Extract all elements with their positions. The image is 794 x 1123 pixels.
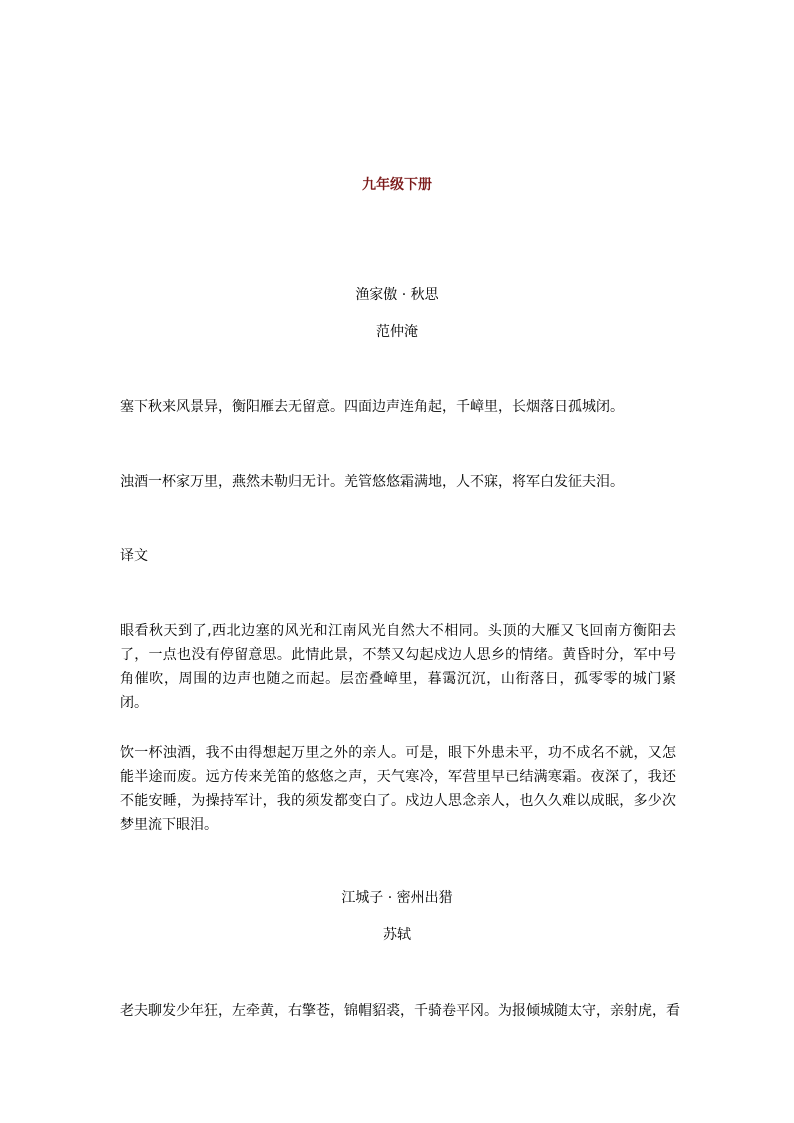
poem-line: 塞下秋来风景异，衡阳雁去无留意。四面边声连角起，千嶂里，长烟落日孤城闭。 <box>120 399 624 415</box>
page-title: 九年级下册 <box>362 177 432 193</box>
translation-paragraph: 饮一杯浊酒，我不由得想起万里之外的亲人。可是，眼下外患未平，功不成名不就，又怎能半途而废。远方传来羌笛的悠悠之声，天气寒冷，军营里早已结满寒霜。夜深了，我还不能安睡，为操持军计，我的须发都变白了。戍边人思念亲人，也久久难以成眠，多少次梦里流下眼泪。 <box>120 745 676 833</box>
poem-title: 渔家傲 · 秋思 <box>355 287 439 303</box>
poem-line: 老夫聊发少年狂，左牵黄，右擎苍，锦帽貂裘，千骑卷平冈。为报倾城随太守，亲射虎，看 <box>120 1003 680 1019</box>
translation-label: 译文 <box>120 548 148 564</box>
poem-author: 苏轼 <box>383 927 411 943</box>
poem-line: 浊酒一杯家万里，燕然未勒归无计。羌管悠悠霜满地，人不寐，将军白发征夫泪。 <box>120 474 624 490</box>
translation-paragraph: 眼看秋天到了,西北边塞的风光和江南风光自然大不相同。头顶的大雁又飞回南方衡阳去了，一点也没有停留意思。此情此景，不禁又勾起戍边人思乡的情绪。黄昏时分，军中号角催吹，周围的边声也随之而起。层峦叠嶂里，暮霭沉沉，山衔落日，孤零零的城门紧闭。 <box>120 623 676 711</box>
poem-author: 范仲淹 <box>376 324 418 340</box>
poem-title: 江城子 · 密州出猎 <box>341 890 453 906</box>
